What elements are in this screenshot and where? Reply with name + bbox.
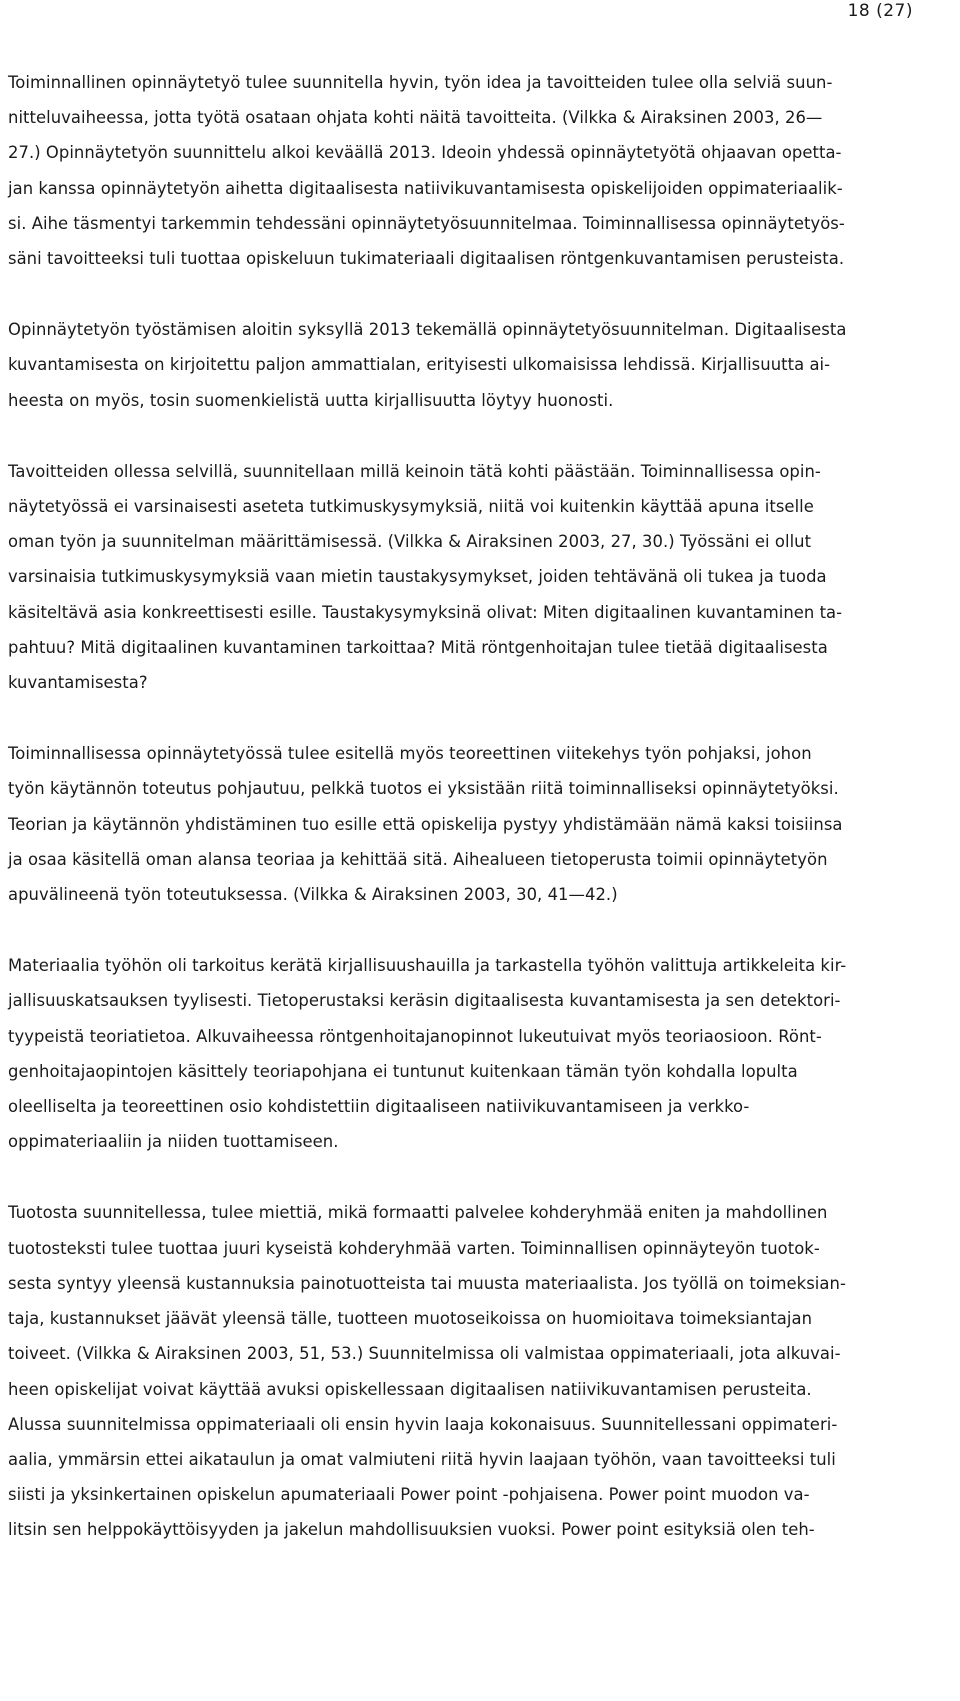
text-line: litsin sen helppokäyttöisyyden ja jakelun mahdollisuuksien vuoksi. Power point esityksiä olen teh- [8, 1520, 815, 1540]
paragraph [8, 736, 953, 912]
text-line: näytetyössä ei varsinaisesti aseteta tutkimuskysymyksiä, niitä voi kuitenkin käyttää apuna itselle [8, 497, 814, 517]
text-line: heesta on myös, tosin suomenkielistä uutta kirjallisuutta löytyy huonosti. [8, 390, 614, 410]
text-line: apuvälineenä työn toteutuksessa. (Vilkka & Airaksinen 2003, 30, 41—42.) [8, 885, 618, 905]
text-line: sesta syntyy yleensä kustannuksia painotuotteista tai muusta materiaalista. Jos työllä on toimeksian- [8, 1273, 846, 1293]
text-line: Materiaalia työhön oli tarkoitus kerätä kirjallisuushauilla ja tarkastella työhön valittuja artikkeleita kir- [8, 956, 847, 976]
text-line: Alussa suunnitelmissa oppimateriaali oli ensin hyvin laaja kokonaisuus. Suunnitellessani oppimateri- [8, 1414, 838, 1434]
paragraph [8, 65, 953, 276]
paragraph [8, 948, 953, 1159]
text-line: käsiteltävä asia konkreettisesti esille. Taustakysymyksinä olivat: Miten digitaalinen kuvantaminen ta- [8, 602, 843, 622]
text-line: oman työn ja suunnitelman määrittämisessä. (Vilkka & Airaksinen 2003, 27, 30.) Työssäni ei ollut [8, 532, 812, 552]
text-line: työn käytännön toteutus pohjautuu, pelkkä tuotos ei yksistään riitä toiminnalliseksi opinnäytetyöksi. [8, 779, 839, 799]
text-line: aalia, ymmärsin ettei aikataulun ja omat valmiuteni riitä hyvin laajaan työhön, vaan tavoitteeksi tuli [8, 1449, 836, 1469]
text-line: siisti ja yksinkertainen opiskelun apumateriaali Power point -pohjaisena. Power point muodon va- [8, 1485, 810, 1505]
text-line: kuvantamisesta? [8, 673, 148, 693]
text-line: oleelliselta ja teoreettinen osio kohdistettiin digitaaliseen natiivikuvantamiseen ja verkko- [8, 1097, 750, 1117]
text-line: heen opiskelijat voivat käyttää avuksi opiskellessaan digitaalisen natiivikuvantamisen perusteita. [8, 1379, 812, 1399]
text-line: Tuotosta suunnitellessa, tulee miettiä, mikä formaatti palvelee kohderyhmää eniten ja mahdollinen [8, 1203, 828, 1223]
text-line: Opinnäytetyön työstämisen aloitin syksyllä 2013 tekemällä opinnäytetyösuunnitelman. Digitaalisesta [8, 320, 847, 340]
text-line: 27.) Opinnäytetyön suunnittelu alkoi keväällä 2013. Ideoin yhdessä opinnäytetyötä ohjaavan opetta- [8, 143, 842, 163]
text-line: jan kanssa opinnäytetyön aihetta digitaalisesta natiivikuvantamisesta opiskelijoiden oppimateriaalik- [8, 178, 843, 198]
text-line: tuotosteksti tulee tuottaa juuri kyseistä kohderyhmää varten. Toiminnallisen opinnäyteyön tuotok- [8, 1238, 820, 1258]
text-line: nitteluvaiheessa, jotta työtä osataan ohjata kohti näitä tavoitteita. (Vilkka & Airaksinen 2003, 26— [8, 108, 823, 128]
text-line: ja osaa käsitellä oman alansa teoriaa ja kehittää sitä. Aihealueen tietoperusta toimii opinnäytetyön [8, 849, 828, 869]
text-line: Toiminnallinen opinnäytetyö tulee suunnitella hyvin, työn idea ja tavoitteiden tulee olla selviä suun- [8, 73, 833, 92]
text-line: Teorian ja käytännön yhdistäminen tuo esille että opiskelija pystyy yhdistämään nämä kaksi toisiinsa [8, 814, 843, 834]
text-line: taja, kustannukset jäävät yleensä tälle, tuotteen muotoseikoissa on huomioitava toimeksiantajan [8, 1309, 813, 1329]
text-line: si. Aihe täsmentyi tarkemmin tehdessäni opinnäytetyösuunnitelmaa. Toiminnallisessa opinnäytetyös- [8, 213, 845, 233]
text-line: oppimateriaaliin ja niiden tuottamiseen. [8, 1132, 339, 1152]
text-line: säni tavoitteeksi tuli tuottaa opiskeluun tukimateriaali digitaalisen röntgenkuvantamisen perusteista. [8, 249, 845, 269]
text-line: pahtuu? Mitä digitaalinen kuvantaminen tarkoittaa? Mitä röntgenhoitajan tulee tietää digitaalisesta [8, 637, 828, 657]
text-line: toiveet. (Vilkka & Airaksinen 2003, 51, 53.) Suunnitelmissa oli valmistaa oppimateriaali, jota alkuvai- [8, 1344, 841, 1364]
text-line: genhoitajaopintojen käsittely teoriapohjana ei tuntunut kuitenkaan tämän työn kohdalla lopulta [8, 1061, 798, 1081]
text-line: kuvantamisesta on kirjoitettu paljon ammattialan, erityisesti ulkomaisissa lehdissä. Kirjallisuutta ai- [8, 355, 831, 375]
text-line: varsinaisia tutkimuskysymyksiä vaan mietin taustakysymykset, joiden tehtävänä oli tukea ja tuoda [8, 567, 827, 587]
text-line: tyypeistä teoriatietoa. Alkuvaiheessa röntgenhoitajanopinnot lukeutuivat myös teoriaosioon. Rönt- [8, 1026, 822, 1046]
document-body [8, 65, 953, 1584]
text-line: Toiminnallisessa opinnäytetyössä tulee esitellä myös teoreettinen viitekehys työn pohjaksi, johon [8, 744, 812, 764]
paragraph [8, 454, 953, 700]
page-number: 18 (27) [847, 1, 913, 21]
paragraph [8, 1195, 953, 1547]
text-line: Tavoitteiden ollessa selvillä, suunnitellaan millä keinoin tätä kohti päästään. Toiminnallisessa opin- [8, 461, 821, 481]
paragraph [8, 312, 953, 418]
text-line: jallisuuskatsauksen tyylisesti. Tietoperustaksi keräsin digitaalisesta kuvantamisesta ja sen detektori- [8, 991, 841, 1011]
